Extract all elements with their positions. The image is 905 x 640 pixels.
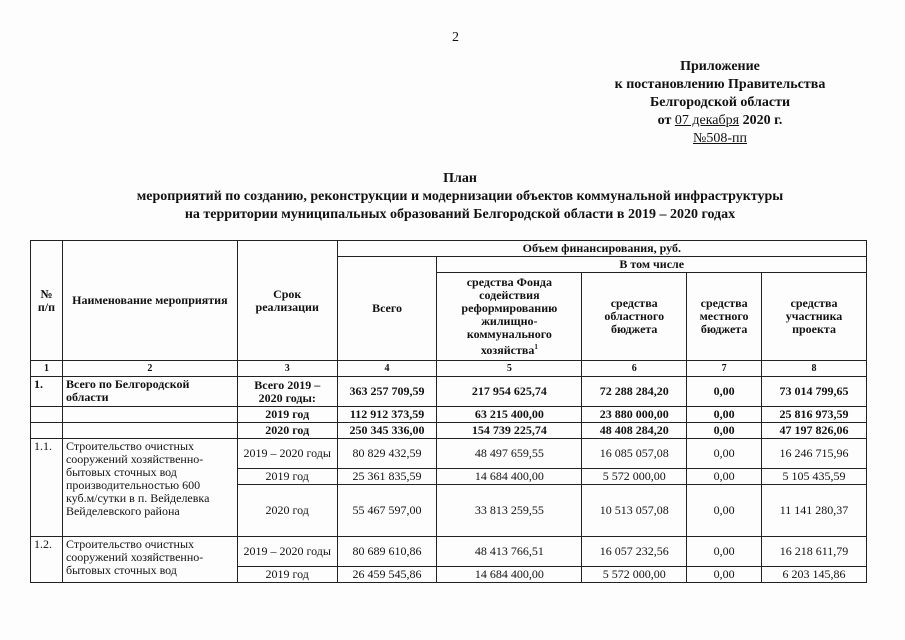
appendix-date-line <box>560 112 880 130</box>
row-regional: 72 288 284,20 <box>582 377 687 407</box>
row-local: 0,00 <box>687 407 762 423</box>
row-local: 0,00 <box>687 537 762 567</box>
row-regional: 48 408 284,20 <box>582 423 687 439</box>
table-row <box>31 439 867 469</box>
row-total: 80 829 432,59 <box>337 439 437 469</box>
row-local: 0,00 <box>687 423 762 439</box>
table-row <box>31 423 867 439</box>
row-fund: 217 954 625,74 <box>437 377 582 407</box>
header-funding: Объем финансирования, руб. <box>337 241 866 257</box>
row-regional: 5 572 000,00 <box>582 567 687 583</box>
row-participant: 6 203 145,86 <box>762 567 867 583</box>
col-index: 8 <box>762 361 867 377</box>
row-name: Строительство очистных сооружений хозяйственно-бытовых сточных вод <box>62 537 237 583</box>
row-regional: 23 880 000,00 <box>582 407 687 423</box>
row-period: 2019 – 2020 годы <box>237 439 337 469</box>
row-local: 0,00 <box>687 377 762 407</box>
row-name: Всего по Белгородской области <box>62 377 237 407</box>
row-total: 55 467 597,00 <box>337 485 437 537</box>
row-fund: 48 413 766,51 <box>437 537 582 567</box>
decree-number: №508-пп <box>692 131 747 146</box>
row-local: 0,00 <box>687 469 762 485</box>
header-participant: средства участника проекта <box>762 273 867 361</box>
row-local: 0,00 <box>687 567 762 583</box>
header-total: Всего <box>337 257 437 361</box>
row-fund: 154 739 225,74 <box>437 423 582 439</box>
row-name-empty <box>62 407 237 423</box>
table-row <box>31 537 867 567</box>
appendix-block <box>560 58 880 148</box>
row-period: 2019 год <box>237 567 337 583</box>
row-period: Всего 2019 – 2020 годы: <box>237 377 337 407</box>
col-index: 4 <box>337 361 437 377</box>
appendix-line-1: Приложение <box>680 59 760 74</box>
row-period: 2019 год <box>237 469 337 485</box>
col-index: 6 <box>582 361 687 377</box>
col-index: 5 <box>437 361 582 377</box>
appendix-line-2: к постановлению Правительства <box>614 77 826 92</box>
row-total: 250 345 336,00 <box>337 423 437 439</box>
row-participant: 11 141 280,37 <box>762 485 867 537</box>
row-fund: 14 684 400,00 <box>437 567 582 583</box>
date-prefix: от <box>657 113 672 128</box>
title-line-1: План <box>443 171 477 186</box>
row-regional: 16 085 057,08 <box>582 439 687 469</box>
header-regional: средства областного бюджета <box>582 273 687 361</box>
row-local: 0,00 <box>687 439 762 469</box>
header-period: Срок реализации <box>237 241 337 361</box>
header-fund <box>437 273 582 361</box>
date-year: 2020 г. <box>742 113 783 128</box>
col-index: 3 <box>237 361 337 377</box>
row-fund: 14 684 400,00 <box>437 469 582 485</box>
col-index: 2 <box>62 361 237 377</box>
row-name: Строительство очистных сооружений хозяйственно-бытовых сточных вод производительностью 600 куб.м/сутки в п. Вейделевка Вейделевского района <box>62 439 237 537</box>
document-title <box>60 170 860 224</box>
row-fund: 63 215 400,00 <box>437 407 582 423</box>
row-participant: 16 246 715,96 <box>762 439 867 469</box>
row-total: 363 257 709,59 <box>337 377 437 407</box>
row-regional: 16 057 232,56 <box>582 537 687 567</box>
header-fund-text: средства Фонда содействия реформированию жилищно-коммунального хозяйства <box>461 275 558 357</box>
row-name-empty <box>62 423 237 439</box>
row-participant: 16 218 611,79 <box>762 537 867 567</box>
row-num-empty <box>31 407 63 423</box>
row-num: 1. <box>31 377 63 407</box>
row-total: 26 459 545,86 <box>337 567 437 583</box>
title-line-3: на территории муниципальных образований Белгородской области в 2019 – 2020 годах <box>184 207 736 222</box>
table-row <box>31 377 867 407</box>
row-participant: 25 816 973,59 <box>762 407 867 423</box>
row-period: 2019 – 2020 годы <box>237 537 337 567</box>
header-num: № п/п <box>31 241 63 361</box>
row-participant: 73 014 799,65 <box>762 377 867 407</box>
col-index: 7 <box>687 361 762 377</box>
row-regional: 5 572 000,00 <box>582 469 687 485</box>
header-fund-sup: 1 <box>534 343 538 351</box>
row-num: 1.1. <box>31 439 63 537</box>
date-value: 07 декабря <box>674 113 740 128</box>
row-fund: 33 813 259,55 <box>437 485 582 537</box>
table-row <box>31 407 867 423</box>
header-name: Наименование мероприятия <box>62 241 237 361</box>
row-local: 0,00 <box>687 485 762 537</box>
row-participant: 5 105 435,59 <box>762 469 867 485</box>
appendix-line-3: Белгородской области <box>649 95 791 110</box>
row-total: 80 689 610,86 <box>337 537 437 567</box>
header-including: В том числе <box>437 257 867 273</box>
row-fund: 48 497 659,55 <box>437 439 582 469</box>
plan-table <box>30 240 867 583</box>
header-local: средства местного бюджета <box>687 273 762 361</box>
title-line-2: мероприятий по созданию, реконструкции и модернизации объектов коммунальной инфраструктуры <box>136 189 784 204</box>
row-total: 112 912 373,59 <box>337 407 437 423</box>
column-index-row <box>31 361 867 377</box>
row-num: 1.2. <box>31 537 63 583</box>
row-period: 2019 год <box>237 407 337 423</box>
row-period: 2020 год <box>237 485 337 537</box>
col-index: 1 <box>31 361 63 377</box>
row-regional: 10 513 057,08 <box>582 485 687 537</box>
row-participant: 47 197 826,06 <box>762 423 867 439</box>
row-num-empty <box>31 423 63 439</box>
row-period: 2020 год <box>237 423 337 439</box>
page-number: 2 <box>452 30 459 45</box>
row-total: 25 361 835,59 <box>337 469 437 485</box>
